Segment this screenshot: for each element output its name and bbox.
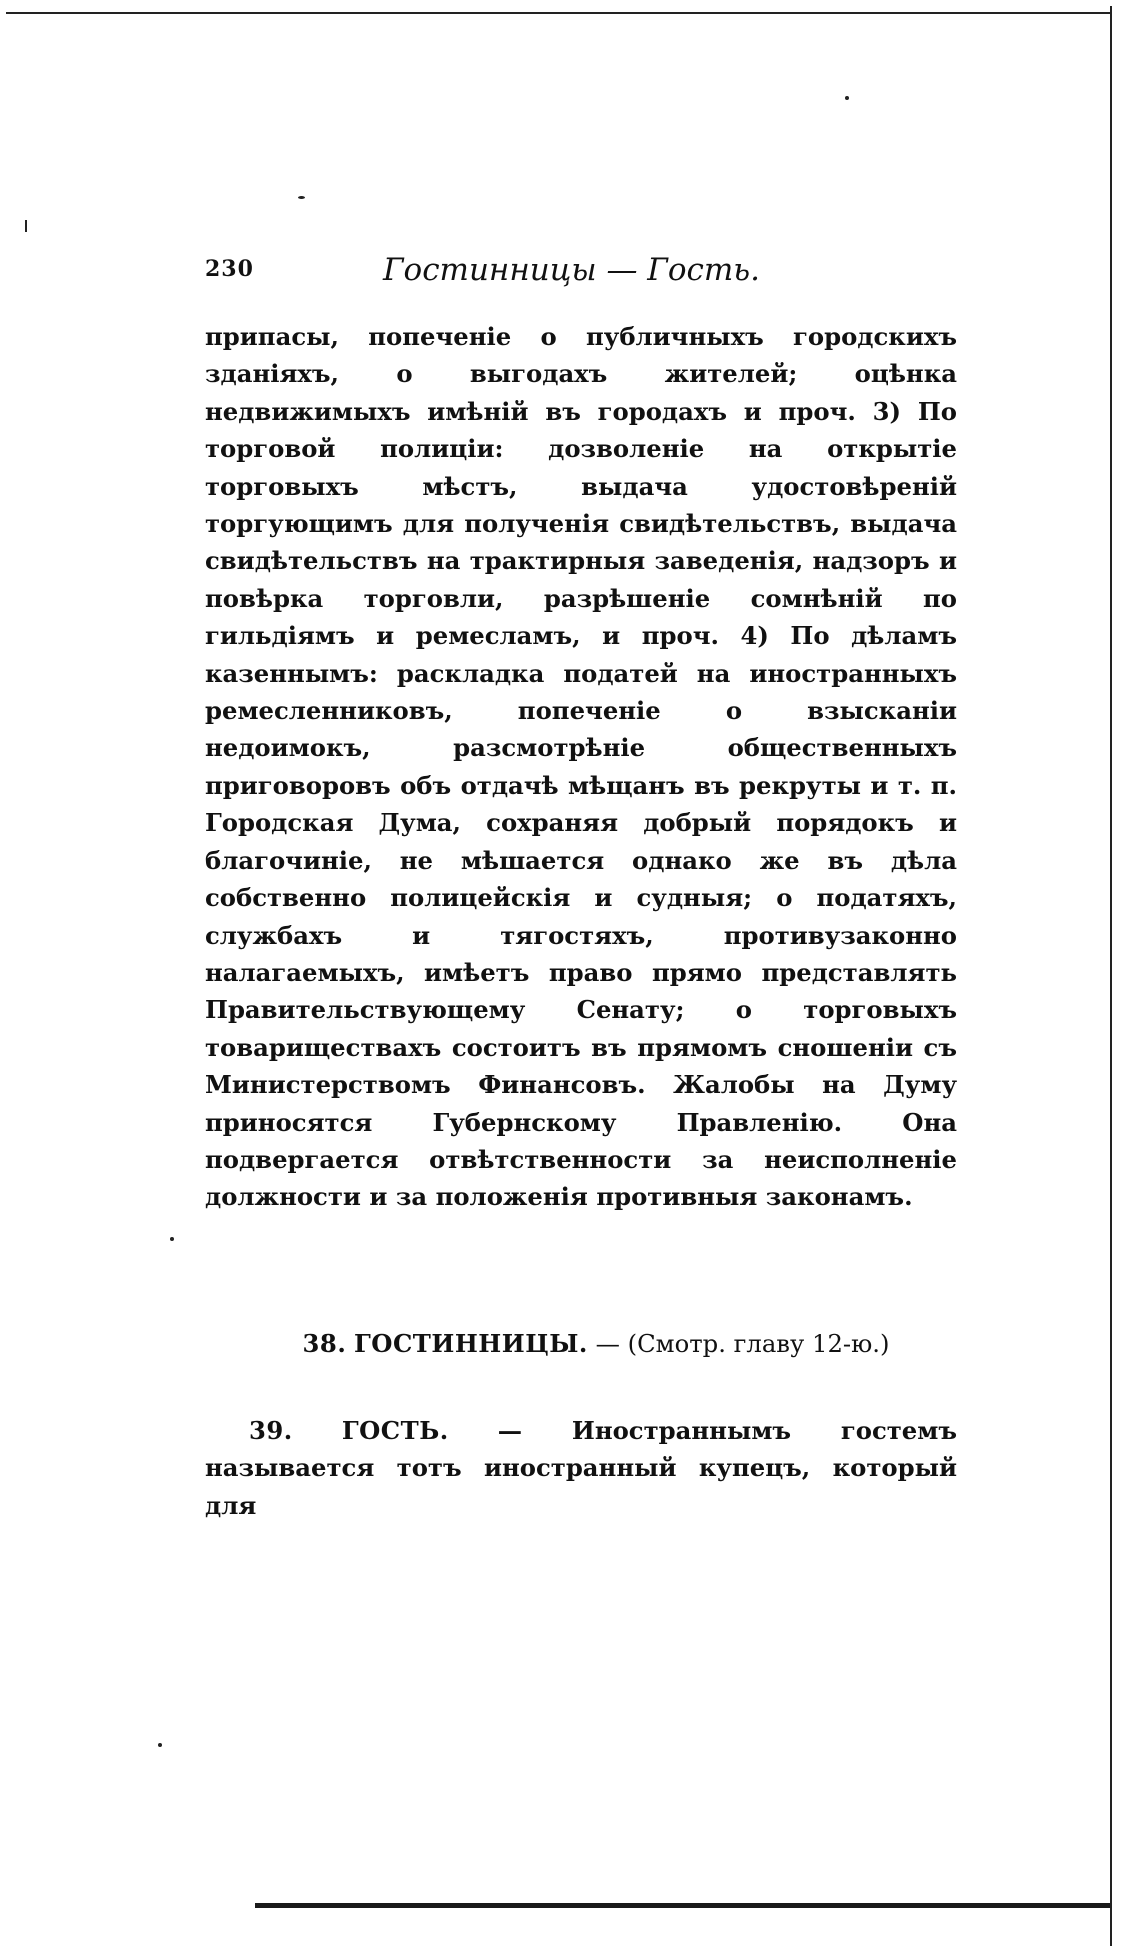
entry-text: — Иностраннымъ гостемъ называется тотъ иностранный купецъ, который для — [205, 1416, 957, 1520]
entry-39 — [205, 1412, 957, 1524]
entry-38 — [205, 1325, 957, 1362]
entry-text: — (Смотр. главу 12-ю.) — [595, 1329, 890, 1358]
entry-number: 39. — [249, 1416, 293, 1445]
scan-speck — [170, 1237, 174, 1241]
scan-edge-bottom — [255, 1903, 1110, 1908]
page-header — [205, 252, 965, 292]
entry-number: 38. — [302, 1329, 347, 1358]
body-paragraph: припасы, попеченіе о публичныхъ городскихъ зданіяхъ, о выгодахъ жителей; оцѣнка недвижимыхъ имѣній въ городахъ и проч. 3) По торговой полиціи: дозволеніе на открытіе торговыхъ мѣстъ, выдача удостовѣреній торгующимъ для полученія свидѣтельствъ, выдача свидѣтельствъ на трактирныя заведенія, надзоръ и повѣрка торговли, разрѣшеніе сомнѣній по гильдіямъ и ремесламъ, и проч. 4) По дѣламъ казеннымъ: раскладка податей на иностранныхъ ремесленниковъ, попеченіе о взысканіи недоимокъ, разсмотрѣніе общественныхъ приговоровъ объ отдачѣ мѣщанъ въ рекруты и т. п. Городская Дума, сохраняя добрый порядокъ и благочиніе, не мѣшается однако же въ дѣла собственно полицейскія и судныя; о податяхъ, службахъ и тягостяхъ, противузаконно налагаемыхъ, имѣетъ право прямо представлять Правительствующему Сенату; о торговыхъ товариществахъ состоитъ въ прямомъ сношеніи съ Министерствомъ Финансовъ. Жалобы на Думу приносятся Губернскому Правленію. Она подвергается отвѣтственности за неисполненіе должности и за положенія противныя законамъ. — [205, 322, 957, 1212]
entry-heading: ГОСТИННИЦЫ. — [354, 1329, 588, 1358]
page-number: 230 — [205, 256, 254, 282]
scan-edge-right — [1110, 6, 1112, 1946]
scan-speck — [25, 220, 27, 232]
entry-heading: ГОСТЬ. — [341, 1416, 449, 1445]
scan-speck — [845, 96, 849, 100]
scan-speck — [158, 1743, 162, 1747]
scan-edge-top — [6, 12, 1110, 14]
scan-speck — [298, 196, 305, 199]
running-head: Гостинницы — Гость. — [383, 252, 760, 288]
